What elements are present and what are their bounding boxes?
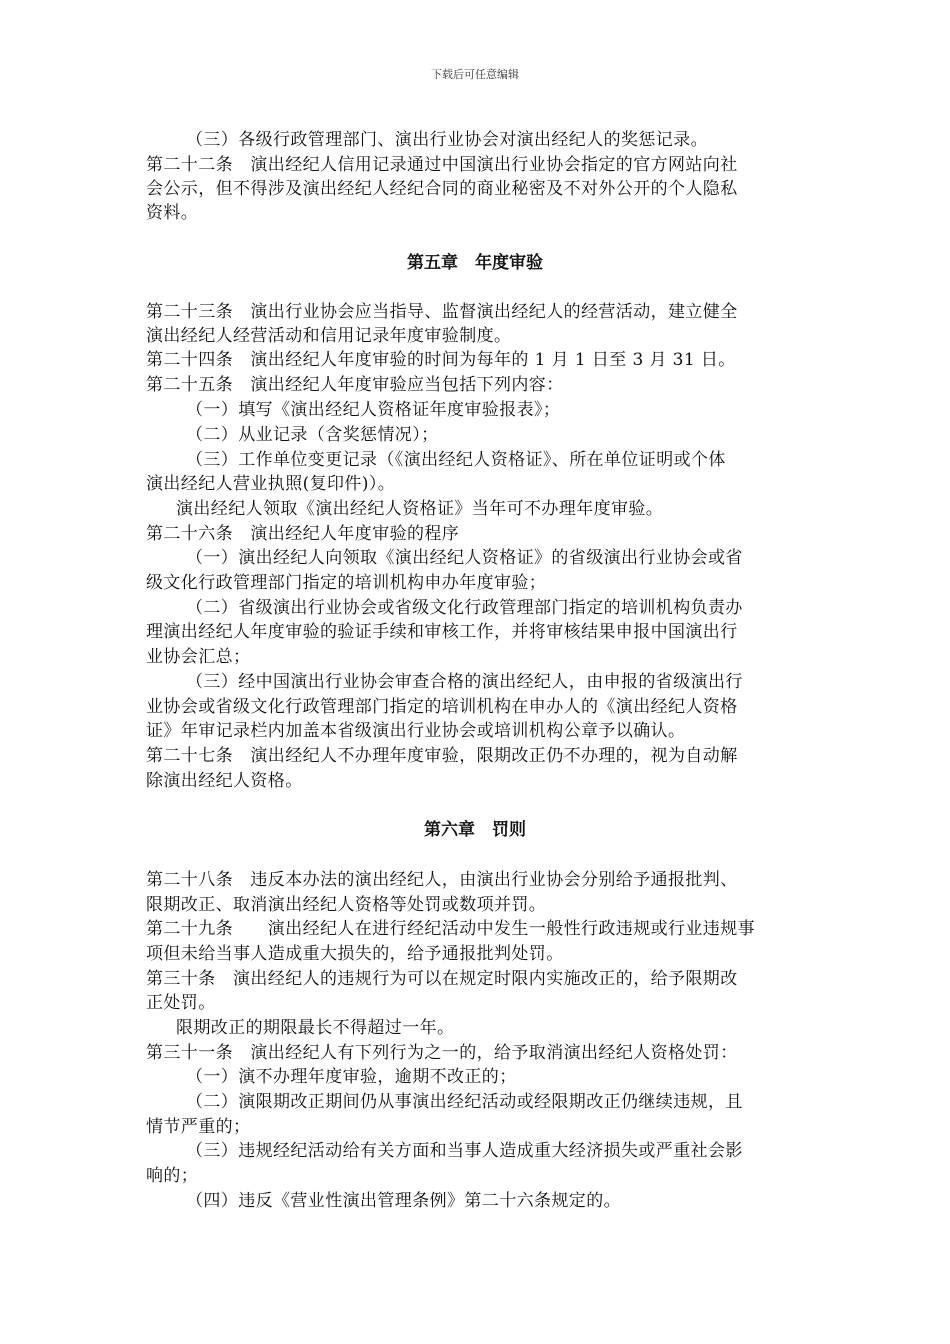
- text-line: 演出经纪人领取《演出经纪人资格证》当年可不办理年度审验。: [176, 499, 664, 519]
- text-line: 证》年审记录栏内加盖本省级演出行业协会或培训机构公章予以确认。: [146, 721, 686, 741]
- text-line: 第二十三条 演出行业协会应当指导、监督演出经纪人的经营活动，建立健全: [146, 302, 738, 322]
- text-line: 限期改正的期限最长不得超过一年。: [176, 1018, 455, 1038]
- text-line: 第二十二条 演出经纪人信用记录通过中国演出行业协会指定的官方网站向社: [146, 155, 738, 175]
- text-line: 级文化行政管理部门指定的培训机构申办年度审验；: [146, 573, 547, 593]
- text-line: （三）经中国演出行业协会审查合格的演出经纪人，由申报的省级演出行: [186, 672, 743, 692]
- text-line: 第二十五条 演出经纪人年度审验应当包括下列内容：: [146, 375, 564, 395]
- text-line: 响的；: [146, 1166, 199, 1186]
- text-line: 第二十六条 演出经纪人年度审验的程序: [146, 524, 460, 544]
- text-line: 资料。: [146, 203, 199, 223]
- text-line: 第二十八条 违反本办法的演出经纪人，由演出行业协会分别给予通报批判、: [146, 870, 738, 890]
- text-line: （一）填写《演出经纪人资格证年度审验报表》；: [186, 400, 561, 420]
- text-line: 限期改正、取消演出经纪人资格等处罚或数项并罚。: [146, 895, 547, 915]
- text-line: 正处罚。: [146, 993, 216, 1013]
- chapter-heading: 第六章 罚则: [424, 820, 526, 840]
- text-line: （二）省级演出行业协会或省级文化行政管理部门指定的培训机构负责办: [186, 598, 743, 618]
- text-line: 第三十条 演出经纪人的违规行为可以在规定时限内实施改正的，给予限期改: [146, 969, 738, 989]
- text-line: （三）违规经纪活动给有关方面和当事人造成重大经济损失或严重社会影: [186, 1141, 743, 1161]
- text-line: 业协会或省级文化行政管理部门指定的培训机构在申办人的《演出经纪人资格: [146, 697, 738, 717]
- text-line: 第二十七条 演出经纪人不办理年度审验，限期改正仍不办理的，视为自动解: [146, 746, 738, 766]
- text-line: （三）工作单位变更记录（《演出经纪人资格证》、所在单位证明或个体: [186, 450, 726, 470]
- text-line: （三）各级行政管理部门、演出行业协会对演出经纪人的奖惩记录。: [186, 130, 708, 150]
- text-line: （四）违反《营业性演出管理条例》第二十六条规定的。: [186, 1191, 621, 1211]
- text-line: （二）演限期改正期间仍从事演出经纪活动或经限期改正仍继续违规，且: [186, 1092, 743, 1112]
- text-line: 情节严重的；: [146, 1117, 251, 1137]
- text-line: 除演出经纪人资格。: [146, 771, 303, 791]
- text-line: （一）演不办理年度审验，逾期不改正的；: [186, 1067, 517, 1087]
- text-line: 第二十四条 演出经纪人年度审验的时间为每年的 1 月 1 日至 3 月 31 日。: [146, 350, 736, 370]
- chapter-heading: 第五章 年度审验: [407, 253, 543, 273]
- text-line: 业协会汇总；: [146, 647, 251, 667]
- page-header-note: 下载后可任意编辑: [431, 68, 519, 81]
- text-line: （二）从业记录（含奖惩情况）；: [186, 425, 439, 445]
- text-line: （一）演出经纪人向领取《演出经纪人资格证》的省级演出行业协会或省: [186, 548, 743, 568]
- text-line: 项但未给当事人造成重大损失的，给予通报批判处罚。: [146, 944, 564, 964]
- text-line: 第二十九条 演出经纪人在进行经纪活动中发生一般性行政违规或行业违规事: [146, 919, 755, 939]
- text-line: 演出经纪人营业执照(复印件)）。: [146, 474, 396, 494]
- text-line: 第三十一条 演出经纪人有下列行为之一的，给予取消演出经纪人资格处罚：: [146, 1043, 738, 1063]
- text-line: 会公示，但不得涉及演出经纪人经纪合同的商业秘密及不对外公开的个人隐私: [146, 179, 738, 199]
- text-line: 理演出经纪人年度审验的验证手续和审核工作，并将审核结果申报中国演出行: [146, 622, 738, 642]
- text-line: 演出经纪人经营活动和信用记录年度审验制度。: [146, 326, 512, 346]
